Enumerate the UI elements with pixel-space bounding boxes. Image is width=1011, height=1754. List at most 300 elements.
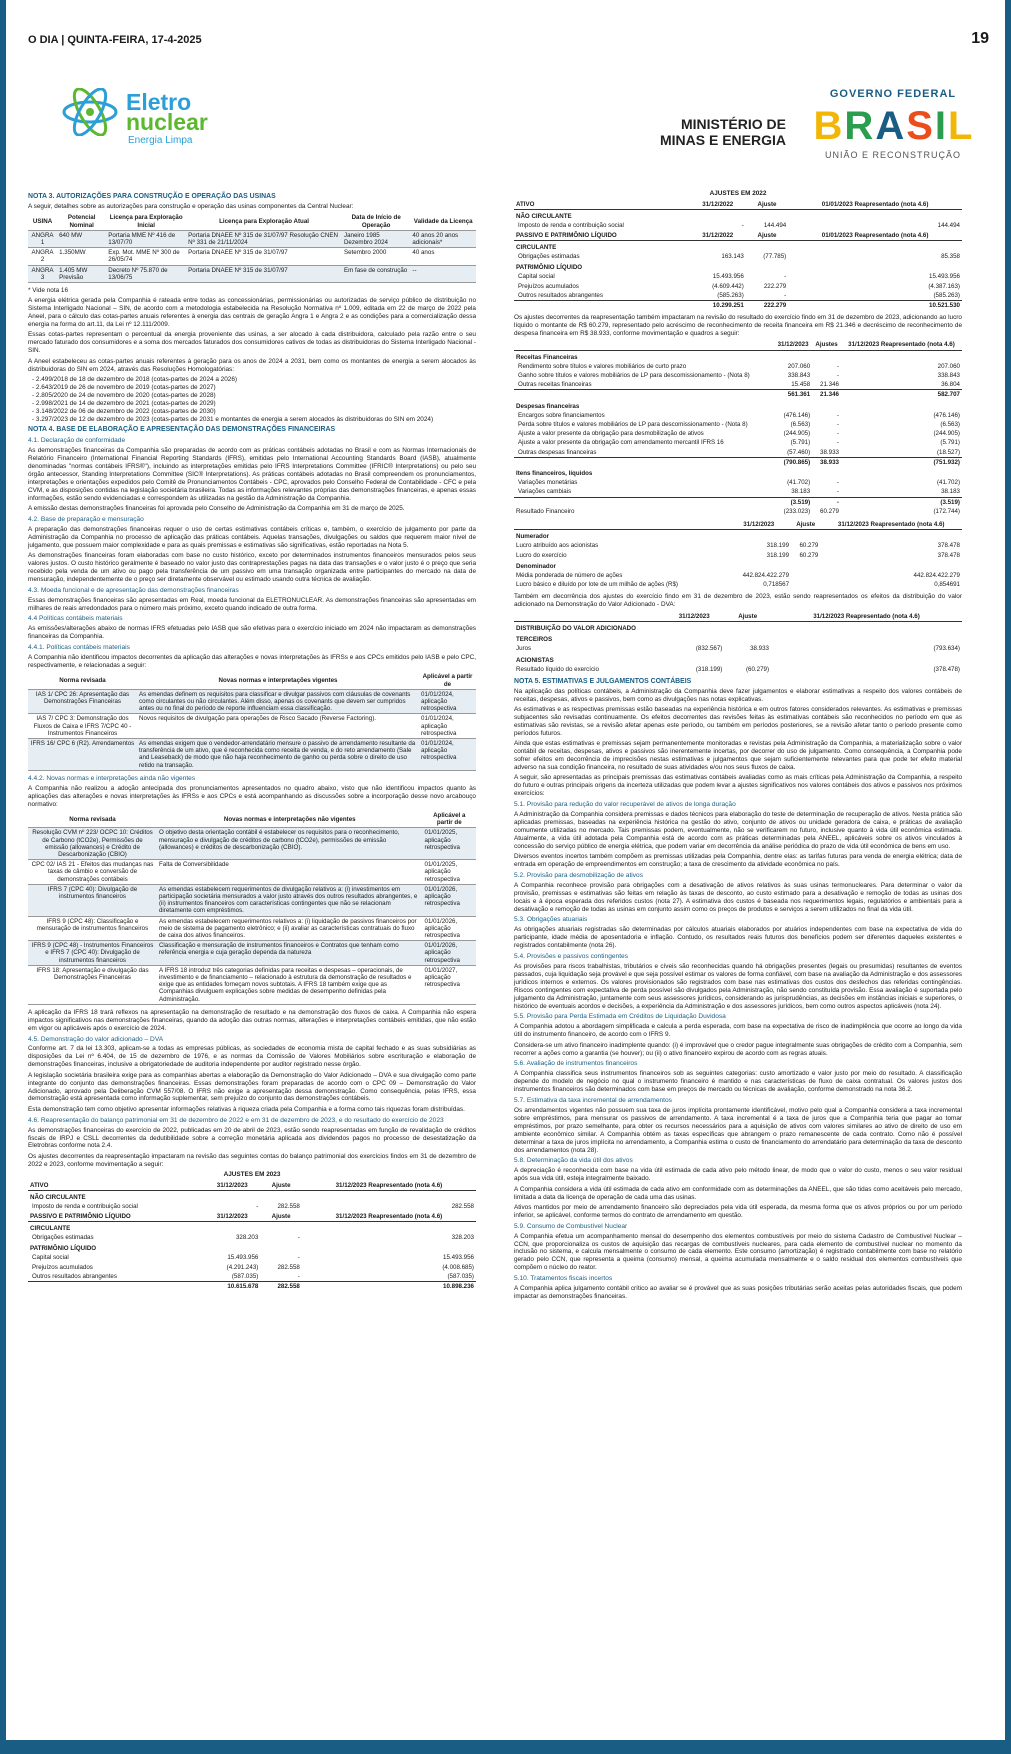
plants-authorization-table [28,213,476,283]
table-row [514,371,962,380]
standards-not-in-force-table [28,811,476,1005]
table-row [28,1253,476,1262]
section-label: CIRCULANTE [30,1224,71,1232]
table-cell: ANGRA 1 [28,230,57,247]
column-header: Ajuste [791,520,820,530]
table-row [514,272,962,281]
table-cell: IFRS 18: Apresentação e divulgação das Demonstrações Financeiras [28,965,157,1004]
table-row [28,1221,476,1233]
table-row [28,248,476,265]
table-cell: (3.519) [841,497,962,507]
table-row [514,633,962,644]
right-column [514,190,962,1303]
column-header: 01/01/2023 Reapresentado (nota 4.6) [788,200,962,210]
table-cell: ANGRA 3 [28,265,57,282]
table-cell: - [256,1203,259,1211]
paragraph: Considera-se um ativo financeiro inadimplente quando: (i) é improvável que o credor pague integralmente suas obrigações de crédito com a Companhia, sem recorrer a ações como a garantia (se houver); ou (ii) o ativo financeiro expirou de acordo com as regras atuais. [514,1041,962,1057]
table-row [514,478,962,487]
table-row [514,420,962,429]
table-cell: - [836,411,839,419]
table-cell: Em fase de construção [342,265,410,282]
table-cell: (3.519) [774,497,812,507]
logo-word-eletro: Eletro [126,89,192,115]
table-cell: 01/01/2025, aplicação retrospectiva [423,828,476,860]
list-item: - 2.805/2020 de 24 de novembro de 2020 (cotas-partes de 2028) [32,391,216,399]
table-cell: As emendas definem os requisitos para classificar e divulgar passivos com cláusulas de covenants como circulantes ou não circulantes. Além disso, apenas os covenants que devem ser cumpridos antes ou no final do período de reporte influenciam essa classificação. [137,689,419,714]
column-header: Licença para Exploração Atual [186,213,342,230]
table-cell: Lucro atribuído aos acionistas [516,542,599,550]
ministry-name [616,116,786,148]
table-cell: 144.494 [763,222,787,230]
table-cell: (6.563) [940,420,960,428]
paragraph: A depreciação é reconhecida com base na vida útil estimada de cada ativo pelo método linear, de modo que o valor do custo, menos o seu valor residual após sua vida útil, esteja integralmente baixado. [514,1167,962,1183]
table-cell: Setembro 2000 [342,248,410,265]
note-3-title: NOTA 3. AUTORIZAÇÕES PARA CONSTRUÇÃO E OPERAÇÃO DAS USINAS [28,193,276,200]
table-cell: 282.558 [277,1263,300,1271]
table-row [28,714,476,739]
table-cell: 163.143 [721,252,744,260]
column-header: Novas normas e interpretações vigentes [137,672,419,689]
table-row [514,261,962,272]
section-heading: 5.4. Provisões e passivos contingentes [514,953,628,961]
section-heading: 5.8. Determinação da vida útil dos ativos [514,1157,633,1165]
column-header: 31/12/2023 [204,1181,260,1191]
table-row [514,487,962,497]
table-cell: (18.527) [936,448,960,456]
table-cell: 222.279 [763,282,787,290]
table-cell: (244.905) [783,430,811,438]
dva-title: DISTRIBUIÇÃO DO VALOR ADICIONADO [516,624,636,632]
table-cell: IAS 7/ CPC 3: Demonstração dos Fluxos de Caixa e IFRS 7/CPC 40 - Instrumentos Financeiros [28,714,137,739]
table-cell: IAS 1/ CPC 26: Apresentação das Demonstrações Financeiras [28,689,137,714]
table-cell: - [836,479,839,487]
table-cell: 01/01/2026, aplicação retrospectiva [423,884,476,916]
table-cell: Exp. Mot. MME Nº 300 de 26/05/74 [106,248,186,265]
table-row [514,240,962,252]
brasil-letter: I [934,104,947,148]
ministry-line-1: MINISTÉRIO DE [680,116,786,132]
column-header: 31/12/2023 [774,340,812,350]
table-row [514,571,962,580]
table-cell: Imposto de renda e contribuição social [518,222,624,230]
table-cell: Imposto de renda e contribuição social [32,1203,138,1211]
paragraph: A Companhia classifica seus instrumentos financeiros sob as seguintes categorias: custo amortizado e valor justo por meio do resultado. A classificação depende do modelo de negócio no qual o instrumento financeiro é mantido e nas características de fluxo de caixa contratual. Os valores justos dos instrumentos financeiros são determinados com base em preços de mercado ou técnicas de avaliação, conforme demonstrado na nota 36.2. [514,1070,962,1094]
table-cell: (832.567) [695,645,723,653]
column-header [514,612,664,622]
table-cell: Perda sobre títulos e valores mobiliários de LP para descomissionamento - (Nota 8) [518,420,748,428]
section-label: Receitas Financeiras [516,353,578,361]
paragraph: Diversos eventos incertos também compõem as premissas utilizadas pela Companhia, dentre elas: as tarifas futuras para venda de energia elétrica; data de entrada em operação de empreendimentos em construção; a taxa de crescimento da atividade econômica no país. [514,853,962,868]
table-row [28,265,476,282]
column-header: 31/12/2023 [664,612,724,622]
table-cell: 282.558 [260,1282,302,1292]
paragraph: As demonstrações financeiras da Companhia são preparadas de acordo com as práticas contábeis adotadas no Brasil e com as Normas Internacionais de Relatório Financeiro (International Financial Reporting Standards (IFRS), emitidas pelo International Accounting Standards Board (IASB), atualmente denominadas "normas contábeis IFRS®"), incluindo as interpretações emitidas pelo IFRS Interpretations Committee (IFRIC® Interpretations) ou pelo seu órgão antecessor, Standing Interpretations Committee (SIC® Interpretations). As práticas contábeis adotadas no Brasil compreendem os pronunciamentos, interpretações e orientações expedidos pelo Comitê de Pronunciamentos Contábeis - CPC, aprovados pelo Conselho Federal de Contabilidade - CFC e pela CVM, e as disposições contidas na legislação societária brasileira. Todas as informações relevantes próprias das demonstrações financeiras, e apenas essas informações, estão sendo evidenciadas e correspondem às utilizadas na gestão da Administração da Companhia. [28,447,476,502]
table-row [514,380,962,390]
table-cell: CPC 02/ IAS 21 - Efeitos das mudanças nas taxas de câmbio e conversão de demonstrações contábeis [28,860,157,885]
paragraph: As obrigações atuariais registradas são determinadas por cálculos atuariais elaborados por atuários independentes com base na expectativa de vida do participante, idade média de aposentadoria e inflação. Contudo, os resultados reais futuros dos benefícios podem ser diferentes daqueles existentes e registrados contabilmente (nota 26). [514,926,962,950]
column-header: Norma revisada [28,811,157,828]
table-header-row [28,1212,476,1222]
government-logo [808,88,978,183]
section-heading: 5.9. Consumo de Combustível Nuclear [514,1222,628,1230]
table-cell: - [297,1272,300,1280]
list-item: - 3.297/2023 de 12 de dezembro de 2023 (cotas-partes de 2031 e montantes de energia a serem alocados às distribuidoras do SIN em 2024) [32,415,434,423]
table-cell: O objetivo desta orientação contábil é estabelecer os requisitos para o reconhecimento, mensuração e divulgação de créditos de carbono (tCO2e), permissões de emissão (allowances) e créditos de descarbonização (CBIO). [157,828,423,860]
column-header: 31/12/2023 [726,520,791,530]
table-row [514,665,962,674]
table-row [28,916,476,941]
column-header: 31/12/2022 [690,200,746,210]
table-cell: 38.933 [820,448,839,456]
paragraph: A legislação societária brasileira exige para as companhias abertas a elaboração da Demonstração do Valor Adicionado – DVA e sua divulgação como parte integrante do conjunto das demonstrações financeiras. Essas demonstrações foram preparadas de acordo com o CPC 09 – Demonstração do Valor Adicionado, aprovado pela Deliberação CVM 557/08. O IFRS não exige a apresentação dessa demonstração. Como consequência, pelas IFRS, essa demonstração está apresentada como informação suplementar, sem prejuízo do conjunto das demonstrações contábeis. [28,1071,476,1103]
table-row [28,1282,476,1292]
table-cell [514,300,690,310]
table-cell: 318.199 [766,542,790,550]
paragraph: As estimativas e as respectivas premissas estão baseadas na experiência histórica e em outros fatores considerados relevantes. As estimativas e premissas subjacentes são revisadas continuamente. Os efeitos decorrentes das revisões feitas às estimativas contábeis são reconhecidos no período em que as estimativas são revistas, se a revisão afetar apenas este período, ou também em períodos posteriores, se a revisão afetar tanto o período presente como períodos futuros. [514,706,962,737]
table-cell: 207.060 [787,362,811,370]
table-cell: - [741,222,744,230]
table-cell: Outros resultados abrangentes [518,291,603,299]
table-row [514,282,962,291]
paragraph: Os ajustes decorrentes da reapresentação também impactaram na revisão do resultado do exercício findo em 31 de dezembro de 2023, adicionando ao lucro líquido o montante de R$ 60.279, representado pelo acréscimo de reconhecimento de receita financeira em R$ 21.346 e decréscimo de reconhecimento de despesa financeira em R$ 38.933, conforme movimentação e quadros a seguir: [514,314,962,337]
table-cell: - [836,430,839,438]
table-cell: 338.843 [787,371,811,379]
table-cell: (585.263) [717,291,744,299]
left-column [28,190,476,1295]
table-cell: - [297,1254,300,1262]
table-row [514,467,962,478]
column-header: Potencial Nominal [57,213,106,230]
table-cell: (587.035) [231,1272,259,1280]
table-header-row [28,811,476,828]
table-cell: (233.023) [783,507,811,515]
column-header: Data de Início de Operação [342,213,410,230]
table-cell: Outros resultados abrangentes [32,1272,117,1280]
table-row [514,448,962,458]
logo-word-nuclear: nuclear [126,109,208,135]
paragraph: As provisões para riscos trabalhistas, tributários e cíveis são reconhecidas quando há obrigações presentes (legais ou presumidas) resultantes de eventos passados, cuja liquidação seja provável e que seja possível estimar os valores de forma confiável, com base na avaliação da Administração e dos assessores jurídicos internos e externos. Os valores provisionados são registrados com base nas estimativas dos custos dos desfechos das referidas contingências. Riscos contingentes com expectativa de perda possível são divulgados pela Administração, não sendo constituída provisão. Essa avaliação é suportada pelo julgamento da Administração, juntamente com seus assessores jurídicos, considerando as jurisprudências, as decisões em instâncias iniciais e superiores, o histórico de eventuais acordos e decisões, a experiência da Administração e dos assessores jurídicos, bem como outros aspectos aplicáveis (nota 24). [514,962,962,1010]
table-row [28,1191,476,1203]
column-header: 01/01/2023 Reapresentado (nota 4.6) [788,231,962,241]
table-row [514,457,962,467]
table-cell [514,390,774,400]
footer-bar [0,1740,1011,1754]
newspaper-name: O DIA [28,34,59,46]
table-cell: 582.707 [841,390,962,400]
section-label: ACIONISTAS [516,656,554,664]
table-cell: 15.493.956 [227,1254,259,1262]
table-cell: Decreto Nº 75.870 de 13/06/75 [106,265,186,282]
table-cell: 378.478 [937,551,960,559]
table-row [28,739,476,771]
column-header: Norma revisada [28,672,137,689]
table-cell: 01/01/2024, aplicação retrospectiva [419,739,476,771]
table-row [514,438,962,447]
table-row [28,689,476,714]
table-cell: - [784,273,787,281]
government-slogan: UNIÃO E RECONSTRUÇÃO [824,150,961,160]
paragraph: Os arrendamentos vigentes não possuem sua taxa de juros implícita prontamente identificável, motivo pelo qual a Companhia considera a taxa incremental sobre empréstimos, para mensurar os passivos de arrendamento. A taxa incremental é a taxa de juros que a Companhia teria que pagar ao tomar empréstimos, por prazo semelhante, para obter os recursos necessários para a aquisição de ativos com valores similares ao ativo de direito de uso em ambiente econômico similar. A Companhia obtém as taxas específicas que abrangem o prazo remanescente de cada contrato. Como não é possível determinar a taxa de juros implícita no arrendamento, a Companhia estima o custo de financiamento do arrendatário para determinação da taxa de desconto dos arrendamentos (nota 28). [514,1106,962,1154]
table-cell: 10.521.530 [788,300,962,310]
paragraph: A Companhia adotou a abordagem simplificada e calcula a perda esperada, com base na expectativa de risco de inadimplência que ocorre ao longo da vida útil do instrumento financeiro, de acordo com o IFRS 9. [514,1023,962,1039]
table-cell: 10.299.251 [690,300,746,310]
table-cell: 60.279 [820,507,839,515]
table-cell: Portaria DNAEE Nº 315 de 31/07/97 [186,265,342,282]
table-cell: 01/01/2024, aplicação retrospectiva [419,714,476,739]
table-row [28,1272,476,1282]
column-header: PASSIVO E PATRIMÔNIO LÍQUIDO [514,231,690,241]
table-cell: 40 anos [410,248,476,265]
adjustments-2023-table [28,1181,476,1291]
table-cell: - [836,362,839,370]
column-header: Aplicável a partir de [423,811,476,828]
table-cell: Rendimento sobre títulos e valores mobiliários de curto prazo [518,362,687,370]
table-cell: 15.493.956 [443,1254,474,1262]
column-header: USINA [28,213,57,230]
table-row [514,541,962,550]
adjustments-2022-table [514,200,962,310]
table-cell: 10.615.678 [204,1282,260,1292]
table-row [514,300,962,310]
note-5-title: NOTA 5. ESTIMATIVAS E JULGAMENTOS CONTÁBEIS [514,677,692,685]
table-cell: - [812,497,841,507]
paragraph: A Companhia aplica julgamento contábil crítico ao avaliar se é provável que as suas posições tributárias serão aceitas pelas autoridades fiscais, que podem impactar as demonstrações financeiras. [514,1285,962,1300]
section-label: NÃO CIRCULANTE [516,213,572,221]
table-cell: Outras receitas financeiras [518,381,592,389]
table-cell: Resolução CVM nº 223/ OCPC 10: Créditos de Carbono (tCO2e), Permissões de emissão (allowances) e Crédito de Descarbonização (CBIO) [28,828,157,860]
table-cell: Portaria MME Nº 416 de 13/07/70 [106,230,186,247]
table-row [28,860,476,885]
table-cell [28,1282,204,1292]
table-cell: Encargos sobre financiamentos [518,411,605,419]
table-cell [514,497,774,507]
list-item: - 3.148/2022 de 06 de dezembro de 2022 (cotas-partes de 2030) [32,407,216,415]
table-cell: ANGRA 2 [28,248,57,265]
column-header: ATIVO [514,200,690,210]
table-header-row [28,672,476,689]
column-header: Ajuste [260,1181,302,1191]
table-cell [791,571,820,580]
table-cell: Portaria DNAEE Nº 315 de 31/07/97 [186,248,342,265]
section-heading: 5.6. Avaliação de instrumentos financeiros [514,1060,638,1068]
financial-result-table [514,340,962,516]
table-cell: (5.791) [940,439,960,447]
table-cell: Juros [516,645,532,653]
section-heading: 4.5. Demonstração do valor adicionado – DVA [28,1035,164,1043]
table-cell: (587.035) [447,1272,474,1280]
table-row [28,828,476,860]
section-label: Itens financeiros, líquidos [516,470,593,477]
table-cell: 15.493.956 [712,273,744,281]
table-cell: - [784,291,787,299]
column-header: 31/12/2023 Reapresentado (nota 4.6) [841,340,962,350]
section-label: Despesas financeiras [516,402,580,410]
table-cell: As emendas estabelecem requerimentos relativos a: (i) liquidação de passivos financeiros por meio de sistema de pagamento eletrônico; e (ii) avaliar as características contratuais do fluxo de caixa dos ativos financeiros. [157,916,423,941]
column-header: PASSIVO E PATRIMÔNIO LÍQUIDO [28,1212,204,1222]
paragraph: Conforme art. 7 da lei 13.303, aplicam-se a todas as empresas públicas, as sociedades de economia mista de capital fechado e as suas subsidiárias as disposições da Lei nº 6.404, de 15 de dezembro de 1976, e as normas da Comissão de Valores Mobiliários sobre escrituração e elaboração de demonstrações financeiras, inclusive a obrigatoriedade de auditoria independente por auditor registrado nesse órgão. [28,1045,476,1069]
table-cell: (60.279) [745,665,770,673]
table-row [514,411,962,420]
column-header: Ajuste [746,200,788,210]
section-heading: 5.5. Provisão para Perda Estimada em Créditos de Liquidação Duvidosa [514,1013,726,1021]
table-row [28,230,476,247]
column-header [514,340,774,350]
table-cell: Variações monetárias [518,479,578,487]
paragraph: Também em decorrência dos ajustes do exercício findo em 31 de dezembro de 2023, estão sendo reapresentados os efeitos da distribuição do valor adicionado na Demonstração do Valor Adicionado - DVA: [514,593,962,609]
table-row [514,291,962,301]
table-cell: 1.350MW [57,248,106,265]
table-row [514,530,962,542]
table-row [514,507,962,516]
section-heading: 4.4 Políticas contábeis materiais [28,615,123,623]
section-label: NÃO CIRCULANTE [30,1194,86,1202]
paragraph: A Companhia considera a vida útil estimada de cada ativo em conformidade com as determinações da ANEEL, que são tidas como aceitáveis pelo mercado, limitada a data da licença de operação de cada uma das usinas. [514,1185,962,1201]
logo-tagline: Energia Limpa [128,135,193,146]
paragraph: A seguir, são apresentadas as principais premissas das estimativas contábeis avaliadas como as mais críticas pela Administração da Companhia, a respeito do futuro e outras principais origens da incerteza utilizadas que podem levar a ajustes significativos nos valores contábeis dos ativos e passivos nos próximos exercícios: [514,774,962,798]
table-cell: Janeiro 1985 Dezembro 2024 [342,230,410,247]
table-cell: 01/01/2024, aplicação retrospectiva [419,689,476,714]
table-cell: 36.804 [941,381,960,389]
table-cell: Variações cambiais [518,488,572,496]
paragraph: As demonstrações financeiras do exercício de 2022, publicadas em 20 de abril de 2023, estão sendo reapresentadas em função de revalidação de créditos fiscais de IRPJ e CSLL decorrentes da dedutibilidade sobre a correção monetária aplicada aos dividendos pagos no processo de desestatização da Eletrobras conforme nota 2.4. [28,1126,476,1150]
paragraph: Ainda que estas estimativas e premissas sejam permanentemente monitoradas e revistas pela Administração da Companhia, a materialização sobre o valor contábil de receitas, despesas, ativos e passivos são inerentemente incertas, por decorrer do uso de julgamento. Como consequência, a Companhia pode sofrer efeitos em decorrência de imprecisões nestas estimativas e julgamentos que sejam suficientemente relevantes para que pode ter efeito material adverso na sua condição financeira, no resultado de suas atividades e/ou nos seus fluxos de caixa. [514,740,962,772]
section-heading: 4.4.2. Novas normas e interpretações ainda não vigentes [28,774,196,782]
brasil-wordmark [808,104,978,148]
table-cell: As emendas exigem que o vendedor-arrendatário mensure o passivo de arrendamento resultante da transferência de um ativo, que é reconhecida como receita de venda, e do reto arrendamento (Sale and Leaseback) de modo que não haja reconhecimento de ganho ou perda sobre o direito de uso retido na transação. [137,739,419,771]
paragraph: A Companhia reconhece provisão para obrigações com a desativação de ativos relativos às suas usinas termonucleares. Para determinar o valor da provisão, premissas e estimativas são feitas em relação às taxas de desconto, ao custo estimado para a desativação e remoção de todas as usinas dos locais e à época esperada dos referidos custos (nota 27). A estimativa dos custos é baseada nos requerimentos legais, regulatórios e ambientais para a desativação e remoção de todas as usinas em conjunto assim como os preços de produtos e serviços a serem utilizados no final da vida útil. [514,881,962,913]
column-header: Licença para Exploração Inicial [106,213,186,230]
paragraph: A preparação das demonstrações financeiras requer o uso de certas estimativas contábeis críticas e, também, o exercício de julgamento por parte da Administração da Companhia no processo de aplicação das práticas contábeis. Aquelas transações, divulgações ou saldos que requerem maior nível de julgamento, que possuem maior complexidade e para as quais premissas e estimativas são significativas, estão reportadas na Nota 5. [28,525,476,549]
paragraph: As emissões/alterações abaixo de normas IFRS efetuadas pelo IASB que são efetivas para o exercício iniciado em 2024 não impactaram as demonstrações financeiras da Companhia. [28,625,476,641]
column-header: ATIVO [28,1181,204,1191]
table-cell: - [297,1234,300,1242]
adjustments-2022-title: AJUSTES EM 2022 [709,190,767,197]
brasil-letter: R [844,104,874,148]
table-row [514,644,962,653]
table-cell: IFRS 7 (CPC 40): Divulgação de instrumentos financeiros [28,884,157,916]
paragraph: A emissão destas demonstrações financeiras foi aprovada pelo Conselho de Administração da Companhia em 31 de março de 2025. [28,505,405,513]
table-cell: 1.405 MW Previsão [57,265,106,282]
table-cell: (172.744) [933,507,960,515]
table-cell: Lucro do exercício [516,551,567,559]
table-cell: 01/01/2026, aplicação retrospectiva [423,916,476,941]
table-header-row [514,520,962,530]
table-row [514,580,962,589]
section-heading: 4.4.1. Políticas contábeis materiais [28,644,130,652]
table-row [514,654,962,665]
table-cell: 60.279 [799,551,819,559]
table-cell: 01/01/2026, aplicação retrospectiva [423,941,476,966]
table-row [28,965,476,1004]
list-item: - 2.499/2018 de 18 de dezembro de 2018 (cotas-partes de 2024 a 2026) [32,376,238,383]
table-cell [514,457,774,467]
paragraph: A Companhia não identificou impactos decorrentes da aplicação das alterações e novas interpretações às IFRSs e aos CPCs emitidos pelo IASB e pelo CPC, respectivamente, e relacionadas a seguir: [28,654,476,669]
table-cell: 0,854691 [934,581,960,589]
table-cell: Portaria DNAEE Nº 315 de 31/07/97 Resolução CNEN Nº 331 de 21/11/2024 [186,230,342,247]
section-label: Numerador [516,533,550,541]
table-cell: - [836,371,839,379]
table-cell: (4.387.163) [928,282,960,290]
paragraph: Esta demonstração tem como objetivo apresentar informações relativas à riqueza criada pela Companhia e a forma como tais riquezas foram distribuídas. [28,1105,465,1113]
table-cell: Ajuste a valor presente da obrigação para desmobilização de ativos [518,430,704,438]
table-row [514,252,962,261]
table-cell: 0,718567 [763,581,790,589]
table-cell: Prejuízos acumulados [32,1263,93,1271]
section-label: PATRIMÔNIO LÍQUIDO [516,264,583,272]
table-cell: A IFRS 18 introduz três categorias definidas para receitas e despesas – operacionais, de investimento e de financiamento – relacionado à estrutura da demonstração de resultados e exige que as entidades forneçam novos subtotais. A IFRS 18 também exige que as Companhias divulguem explicações sobre medidas de desempenho definidas pela Administração. [157,965,423,1004]
table-cell: (318.199) [695,665,723,673]
paragraph: A Administração da Companhia considera premissas e dados técnicos para elaboração do teste de determinação de recuperação de ativos. Nesta prática são aplicadas premissas, baseadas na experiência histórica na gestão do ativo, conjunto de ativos ou unidade geradora de caixa, e práticas de avaliação comumente utilizadas no mercado. Tais premissas podem, eventualmente, não se verificarem no futuro, inclusive quanto à vida útil econômica estimada. Atualmente, a vida útil adotada pela Companhia está de acordo com as práticas determinadas pela ANEEL, aplicáveis sobre os ativos vinculados à concessão do serviço público de energia elétrica, que podem variar em decorrência da análise periódica do prazo de vida útil econômica de bens em uso. [514,811,962,850]
issue-date: QUINTA-FEIRA, 17-4-2025 [67,34,202,46]
paragraph: Essas cotas-partes representam o percentual da energia proveniente das usinas, a ser alocado à cada distribuidora, calculado pela razão entre o seu mercado faturado dos consumidores e a soma dos mercados faturados dos consumidores cativos de todas as distribuidoras do Sistema Interligado Nacional - SIN. [28,331,476,355]
table-row [514,497,962,507]
column-header: Ajustes [812,340,841,350]
table-row [514,210,962,222]
standards-in-force-table [28,672,476,770]
table-cell: 328.203 [451,1234,474,1242]
table-row [514,400,962,411]
table-header-row [514,200,962,210]
table-row [514,362,962,371]
table-header-row [514,231,962,241]
table-cell: 01/01/2027, aplicação retrospectiva [423,965,476,1004]
table-cell: As emendas estabelecem requerimentos de divulgação relativos a: (i) investimentos em participação societária mensurados a valor justo através dos outros resultados abrangentes, e (ii) instrumentos financeiros com características contingentes que não se relacionam diretamente com empréstimos. [157,884,423,916]
table-cell: Ajuste a valor presente da obrigação com arrendamento mercantil IFRS 16 [518,439,724,447]
section-heading: 5.2. Provisão para desmobilização de ativos [514,871,644,879]
table-cell: (6.563) [790,420,811,428]
table-header-row [28,213,476,230]
table-cell: Novos requisitos de divulgação para operações de Risco Sacado (Reverse Factoring). [137,714,419,739]
column-header: 31/12/2023 [204,1212,260,1222]
table-cell: 282.558 [451,1203,474,1211]
brasil-letter: S [906,104,933,148]
company-logo-text [126,89,208,135]
column-header: 31/12/2023 Reapresentado (nota 4.6) [302,1181,476,1191]
adjustments-2023-title: AJUSTES EM 2023 [223,1171,281,1179]
table-cell: (4.291.243) [226,1263,259,1271]
table-cell: (244.905) [933,430,960,438]
column-header: 31/12/2023 Reapresentado (nota 4.6) [302,1212,476,1222]
table-row [514,350,962,362]
table-cell: Obrigações estimadas [32,1234,94,1242]
paragraph: Ativos mantidos por meio de arrendamento financeiro são depreciados pela vida útil esperada, da mesma forma que os ativos próprios ou por um período inferior, se aplicável, conforme termos do contrato de arrendamento em questão. [514,1203,962,1219]
table-cell: (476.146) [933,411,960,419]
table-cell: 282.558 [277,1203,300,1211]
table-cell: 21.346 [820,381,839,389]
table-header-row [514,340,962,350]
table-row [28,1263,476,1272]
table-cell: 38.933 [750,645,770,653]
section-label: TERCEIROS [516,636,553,644]
section-label: Denominador [516,562,556,570]
newspaper-dateline: O DIA | QUINTA-FEIRA, 17-4-2025 [28,34,202,46]
column-header: 31/12/2022 [690,231,746,241]
table-cell: IFRS 9 (CPC 48): Classificação e mensuração de instrumentos financeiros [28,916,157,941]
section-label: PATRIMÔNIO LÍQUIDO [30,1245,97,1253]
section-heading: 4.6. Reapresentação do balanço patrimonial em 31 de dezembro de 2022 e em 31 de dezembro de 2023, e do resultado do exercício de 2023 [28,1116,444,1124]
table-row [28,884,476,916]
table-cell: (585.263) [933,291,960,299]
paragraph: Os ajustes decorrentes da reapresentação impactaram na revisão das seguintes contas do balanço patrimonial dos exercícios findos em 31 de dezembro de 2022 e 2023, conforme movimentação a seguir: [28,1152,476,1168]
table-cell: 10.898.236 [302,1282,476,1292]
table-cell: Resultado líquido do exercício [516,665,599,673]
table-cell: 38.183 [791,488,811,496]
column-header: Validade da Licença [410,213,476,230]
table-cell: Ganho sobre títulos e valores mobiliários de LP para descomissionamento - (Nota 8) [518,371,750,379]
column-header [514,520,726,530]
table-cell: - [836,488,839,496]
brasil-letter: B [813,104,843,148]
